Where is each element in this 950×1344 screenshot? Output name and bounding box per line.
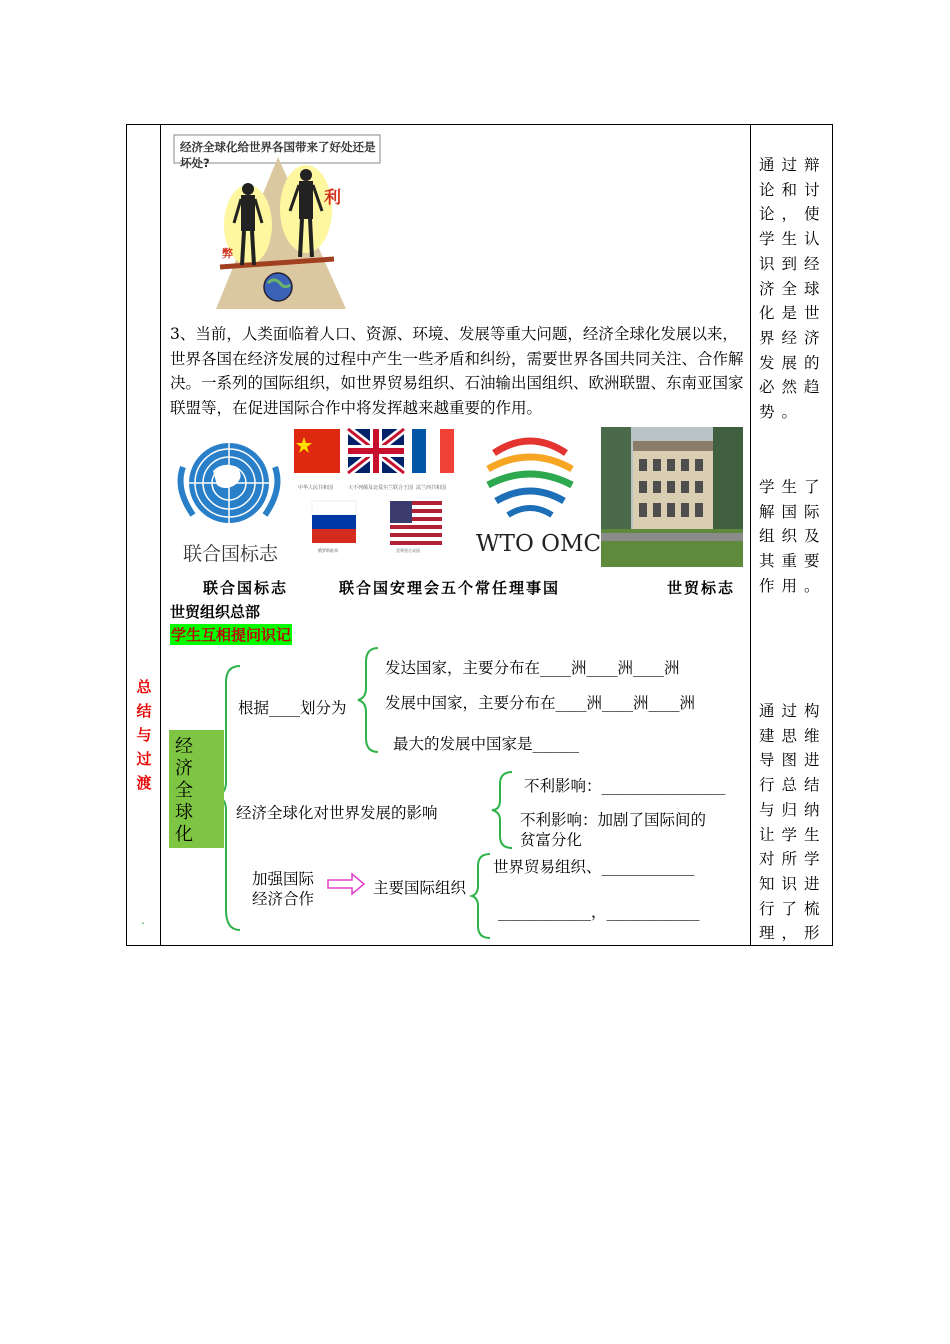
cartoon-bad-label: 弊 bbox=[222, 247, 233, 260]
uk-flag-icon bbox=[348, 429, 404, 473]
intent-note-organizations: 学生了解国际组织及其重要作用。 bbox=[759, 478, 827, 595]
security-council-flags bbox=[292, 427, 458, 553]
mindmap-largest-developing: 最大的发展中国家是______ bbox=[393, 735, 580, 753]
mindmap-developing-countries: 发展中国家，主要分布在____洲____洲____洲 bbox=[385, 694, 696, 712]
caption-wto-hq: 世贸组织总部 bbox=[170, 603, 261, 621]
mindmap-branch-cooperation-line2: 经济合作 bbox=[252, 890, 315, 908]
mindmap-org-item-2: ____________，____________ bbox=[498, 903, 700, 921]
un-logo-text: 联合国标志 bbox=[183, 543, 279, 565]
branch3-brace bbox=[472, 854, 490, 938]
mindmap-root bbox=[169, 730, 224, 848]
russia-flag-icon bbox=[312, 501, 356, 543]
usa-flag-icon bbox=[390, 501, 442, 545]
branch1-brace bbox=[358, 648, 378, 752]
un-logo-image bbox=[169, 427, 289, 567]
intent-note-debate: 通过辩论和讨论，使学生认识到经济全球化是世界经济发展的必然趋势。 bbox=[759, 156, 827, 422]
stage-label: 总结与过渡 bbox=[136, 678, 152, 792]
mindmap-impact-item-1: 不利影响：________________ bbox=[524, 777, 726, 795]
cartoon-good-label: 利 bbox=[324, 188, 341, 208]
flag-label-russia: 俄罗斯联邦 bbox=[318, 548, 338, 553]
double-arrow-icon bbox=[328, 874, 364, 894]
stage-dot: . bbox=[141, 913, 145, 927]
mindmap-branch-cooperation-line1: 加强国际 bbox=[252, 870, 315, 888]
cartoon-image bbox=[168, 127, 386, 312]
design-intent-column bbox=[751, 125, 833, 945]
wto-headquarters-photo bbox=[601, 427, 743, 567]
mindmap-org-item-1: 世界贸易组织、____________ bbox=[493, 858, 695, 876]
mindmap-impact-item-2-cont: 贫富分化 bbox=[520, 831, 583, 849]
activity-highlight: 学生互相提问识记 bbox=[171, 626, 292, 644]
caption-security-council: 联合国安理会五个常任理事国 bbox=[339, 579, 561, 597]
flag-label-france: 法兰西共和国 bbox=[416, 485, 447, 491]
un-emblem-icon bbox=[169, 427, 289, 537]
body-paragraph: 3、当前，人类面临着人口、资源、环境、发展等重大问题，经济全球化发展以来，世界各国在经济发展的过程中产生一些矛盾和纠纷，需要世界各国共同关注、合作解决。一系列的国际组织，如世界贸易组织、石油输出国组织、欧洲联盟、东南亚国家联盟等，在促进国际合作中将发挥越来越重要的作用。 bbox=[170, 325, 744, 417]
flag-label-china: 中华人民共和国 bbox=[298, 485, 334, 491]
branch2-brace bbox=[492, 772, 512, 848]
caption-wto: 世贸标志 bbox=[667, 579, 736, 597]
wto-emblem-icon bbox=[468, 427, 592, 527]
caption-un: 联合国标志 bbox=[203, 579, 289, 597]
flag-label-uk: 大不列颠及北爱尔兰联合王国 bbox=[348, 485, 414, 491]
mindmap-impact-item-2: 不利影响：加剧了国际间的 bbox=[520, 811, 707, 829]
mindmap-developed-countries: 发达国家，主要分布在____洲____洲____洲 bbox=[385, 659, 680, 677]
mindmap-root-label: 经济全球化 bbox=[175, 736, 193, 845]
mindmap-international-orgs: 主要国际组织 bbox=[373, 879, 467, 897]
france-flag-icon bbox=[412, 429, 454, 473]
flag-label-usa: 美利坚合众国 bbox=[396, 548, 420, 553]
wto-logo-text: WTO OMC bbox=[476, 531, 602, 557]
wto-logo-image bbox=[468, 427, 602, 567]
stage-column bbox=[127, 125, 160, 945]
mindmap-branch-impact: 经济全球化对世界发展的影响 bbox=[236, 804, 438, 822]
intent-note-mindmap: 通过构建思维导图进行总结与归纳让学生对所学知识进行了梳理，形 bbox=[759, 702, 827, 943]
china-flag-icon bbox=[294, 429, 340, 473]
mindmap-branch-classification: 根据____划分为 bbox=[238, 699, 347, 717]
cartoon-title: 经济全球化给世界各国带来了好处还是坏处? bbox=[180, 140, 376, 170]
